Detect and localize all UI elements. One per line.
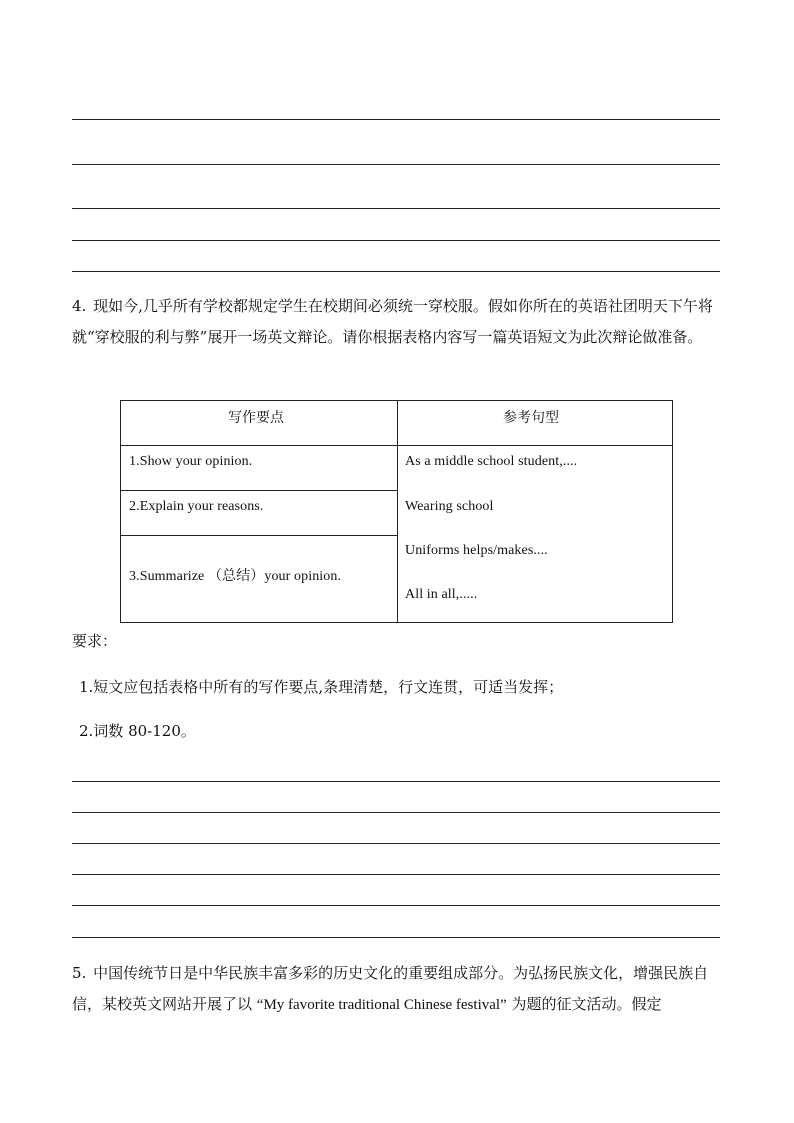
table-cell-sentence: All in all,..... — [405, 587, 478, 602]
table-header-sentences: 参考句型 — [503, 410, 559, 426]
writing-points-table — [120, 400, 673, 623]
table-header-points: 写作要点 — [228, 410, 284, 426]
essay-topic: “My favorite traditional Chinese festival” — [256, 997, 507, 1013]
answer-line — [72, 119, 720, 120]
answer-line — [72, 905, 720, 906]
requirement-item: 2.词数 80-120。 — [79, 722, 196, 740]
question-text: 中国传统节日是中华民族丰富多彩的历史文化的重要组成部分。为弘扬民族文化，增强民族自信，某校英文网站开展了以 — [72, 964, 709, 1013]
table-divider — [121, 535, 397, 536]
question-text: 现如今,几乎所有学校都规定学生在校期间必须统一穿校服。假如你所在的英语社团明天下午将就“穿校服的利与弊”展开一场英文辩论。请你根据表格内容写一篇英语短文为此次辩论做准备。 — [72, 297, 713, 346]
table-cell-point: 1.Show your opinion. — [129, 454, 253, 469]
question-4 — [72, 291, 722, 353]
question-5 — [72, 958, 722, 1021]
question-text-cont: 为题的征文活动。假定 — [511, 995, 662, 1013]
answer-line — [72, 874, 720, 875]
table-cell-sentence: As a middle school student,.... — [405, 454, 578, 469]
answer-line — [72, 843, 720, 844]
table-divider — [397, 401, 398, 622]
answer-line — [72, 937, 720, 938]
table-cell-sentence: Wearing school — [405, 499, 494, 514]
requirements-title: 要求： — [72, 632, 118, 650]
answer-line — [72, 781, 720, 782]
answer-line — [72, 240, 720, 241]
table-cell-point: 2.Explain your reasons. — [129, 499, 264, 514]
table-divider — [121, 490, 397, 491]
answer-line — [72, 208, 720, 209]
table-cell-sentence: Uniforms helps/makes.... — [405, 543, 548, 558]
answer-line — [72, 812, 720, 813]
answer-line — [72, 164, 720, 165]
requirement-item: 1.短文应包括表格中所有的写作要点,条理清楚，行文连贯，可适当发挥； — [79, 678, 564, 696]
table-divider — [121, 445, 673, 446]
question-number: 5. — [72, 964, 87, 982]
answer-line — [72, 271, 720, 272]
table-cell-point: 3.Summarize （总结）your opinion. — [129, 569, 342, 584]
question-number: 4. — [72, 297, 87, 315]
